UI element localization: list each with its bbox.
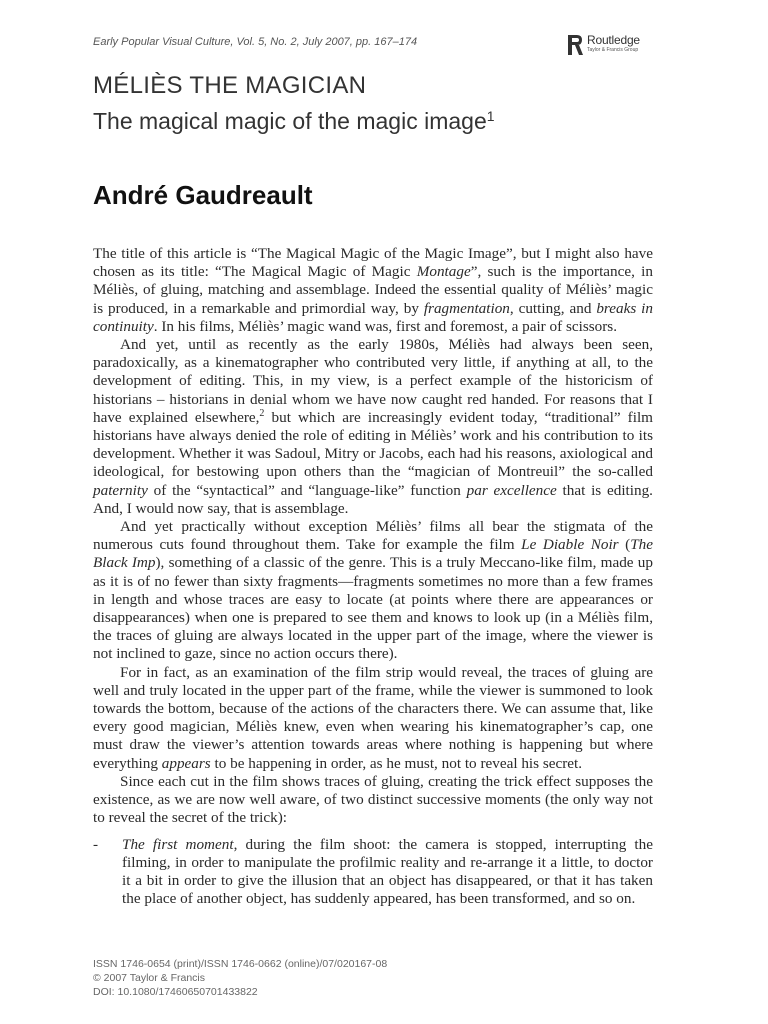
publisher-name: Routledge: [587, 33, 640, 47]
footnote-marker: 2: [259, 407, 265, 419]
doi-line: DOI: 10.1080/17460650701433822: [93, 986, 258, 998]
paragraph-4: For in fact, as an examination of the film strip would reveal, the traces of gluing are well and truly located in the upper part of the frame, while the viewer is summoned to look towards the bottom, because of the actions of the characters there. We can assume that, like every good magician, Méliès knew, even when wearing his kinematographer’s cap, one must draw the viewer’s attention towards areas where nothing is happening but where everything appears to be happening in order, as he must, not to reveal his secret.: [93, 663, 653, 772]
author-name: André Gaudreault: [93, 180, 313, 210]
journal-citation: Early Popular Visual Culture, Vol. 5, No. 2, July 2007, pp. 167–174: [93, 36, 418, 48]
paragraph-5: Since each cut in the film shows traces of gluing, creating the trick effect supposes the existence, as we are now well aware, of two distinct successive moments (the only way not to reveal the secret of the trick):: [93, 772, 653, 827]
list-item: [93, 836, 653, 909]
article-title: MÉLIÈS THE MAGICIAN: [93, 72, 367, 99]
list-item-text: The first moment, during the film shoot: the camera is stopped, interrupting the filming, in order to manipulate the profilmic reality and re-arrange it a little, to doctor it a bit in order to give the illusion that an object has disappeared, or that it has taken the place of another object, has suddenly appeared, has been transformed, and so on.: [122, 835, 653, 908]
paragraph-3: And yet practically without exception Méliès’ films all bear the stigmata of the numerous cuts found throughout them. Take for example the film Le Diable Noir (The Black Imp), something of a classic of the genre. This is a truly Meccano-like film, made up as it is of no fewer than sixty fragments—fragments sometimes no more than a few frames in length and whose traces are easy to locate (at points where there are appearances or disappearances) when one is prepared to see them and knows to look up (in a Méliès film, the traces of gluing are always located in the upper part of the image, where the viewer is not inclined to gaze, since no action occurs there).: [93, 518, 653, 663]
paragraph-1: The title of this article is “The Magical Magic of the Magic Image”, but I might also have chosen as its title: “The Magical Magic of Magic Montage”, such is the importance, in Méliès, of gluing, matching and assemblage. Indeed the essential quality of Méliès’ magic is produced, in a remarkable and primordial way, by fragmentation, cutting, and breaks in continuity. In his films, Méliès’ magic wand was, first and foremost, a pair of scissors.: [93, 245, 653, 335]
paragraph-2: And yet, until as recently as the early 1980s, Méliès had always been seen, paradoxically, as a kinematographer who contributed very little, if anything at all, to the development of editing. This, in my view, is a perfect example of the historicism of historians – historians in denial whom we have now caught red handed. For reasons that I have explained elsewhere,$^2$ but which are increasingly evident today, “traditional” film historians have always denied the role of editing in Méliès’ work and his contribution to its development. Whether it was Sadoul, Mitry or Jacobs, each had his reasons, axiological and ideological, for bestowing upon others than the “magician of Montreuil” the so-called paternity of the “syntactical” and “language-like” function par excellence that is editing. And, I would now say, that is assemblage.: [93, 336, 653, 517]
publisher-logo: [567, 34, 640, 56]
subtitle-text: The magical magic of the magic image: [93, 108, 487, 134]
article-subtitle: [93, 108, 495, 135]
copyright-line: © 2007 Taylor & Francis: [93, 972, 206, 984]
issn-line: ISSN 1746-0654 (print)/ISSN 1746-0662 (online)/07/020167-08: [93, 958, 388, 970]
article-body: [93, 245, 653, 908]
footnote-marker: 1: [486, 108, 495, 124]
footer: [93, 957, 387, 999]
list-dash: -: [93, 835, 99, 853]
routledge-r-icon: [567, 34, 583, 56]
publisher-group: Taylor & Francis Group: [587, 47, 639, 53]
